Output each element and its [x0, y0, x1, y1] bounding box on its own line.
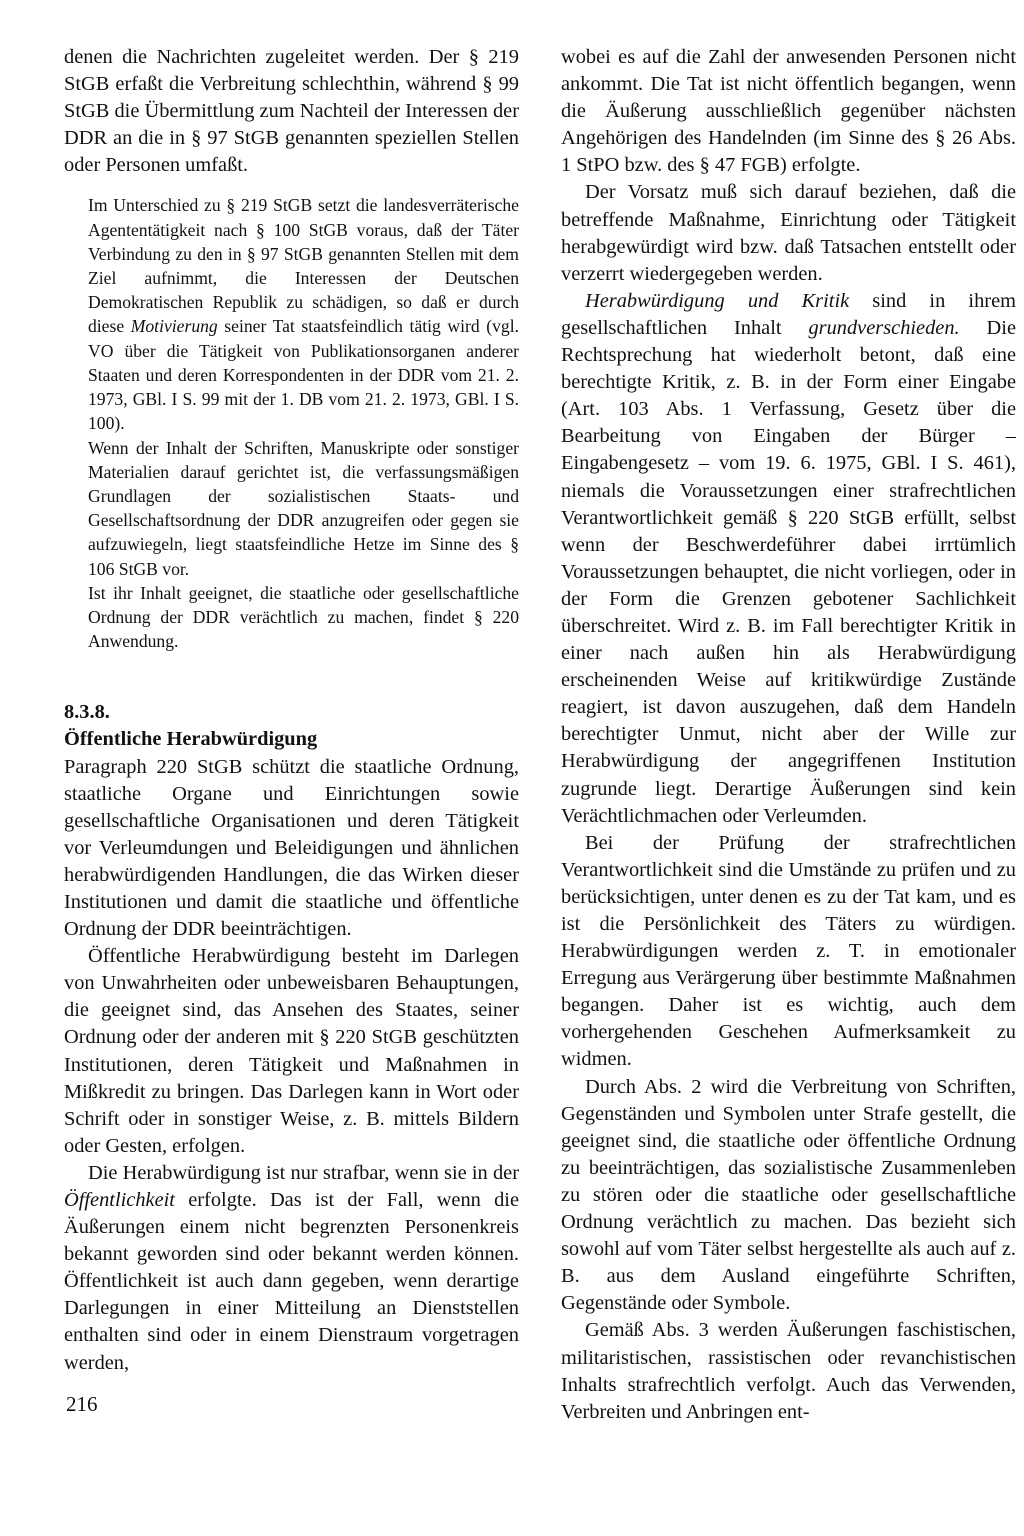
paragraph-text: erfolgte. Das ist der Fall, wenn die Äußerungen einem nicht begrenzten Personenkreis bekannt geworden sind oder bekannt werden können. Öffentlichkeit ist auch dann gegeben, wenn derartige Darlegungen in einer Mitteilung an Dienststellen enthalten sind oder in einem Dienstraum vorgetragen werden,	[64, 1189, 519, 1374]
paragraph: Gemäß Abs. 3 werden Äußerungen faschistischen, militaristischen, rassistischen oder revanchistischen Inhalts strafrechtlich verfolgt. Auch das Verwenden, Verbreiten und Anbringen ent-	[561, 1319, 1016, 1423]
paragraph-text: sind in ihrem gesellschaftlichen Inhalt	[561, 289, 1016, 339]
paragraph-emphasis: Herabwürdigung und Kritik	[585, 289, 850, 312]
paragraph-text: Die Herabwürdigung ist nur strafbar, wenn sie in der	[88, 1161, 519, 1184]
left-column	[64, 44, 519, 1377]
note-paragraph-2: Wenn der Inhalt der Schriften, Manuskripte oder sonstiger Materialien darauf gerichtet ist, die verfassungsmäßigen Grundlagen der sozialistischen Staats- und Gesellschaftsordnung der DDR anzugreifen oder gegen sie aufzuwiegeln, liegt staatsfeindliche Hetze im Sinne des § 106 StGB vor.	[88, 437, 519, 579]
paragraph: Der Vorsatz muß sich darauf beziehen, daß die betreffende Maßnahme, Einrichtung oder Tätigkeit herabgewürdigt wird bzw. daß Tatsachen entstellt oder verzerrt wiedergegeben werden.	[561, 181, 1016, 285]
section-number: 8.3.8.	[64, 701, 110, 724]
section-heading	[64, 699, 519, 753]
note-emphasis: Motivierung	[130, 316, 218, 337]
section-title: Öffentliche Herabwürdigung	[64, 728, 318, 751]
note-paragraph-1	[88, 193, 519, 435]
paragraph: Öffentliche Herabwürdigung besteht im Darlegen von Unwahrheiten oder unbeweisbaren Behauptungen, die geeignet sind, das Ansehen des Staates, seiner Ordnung oder der anderen mit § 220 StGB geschützten Institutionen, deren Tätigkeit und Maßnahmen in Mißkredit zu bringen. Das Darlegen kann in Wort oder Schrift oder in sonstiger Weise, z. B. mittels Bildern oder Gesten, erfolgen.	[64, 945, 519, 1157]
paragraph: Paragraph 220 StGB schützt die staatliche Ordnung, staatliche Organe und Einrichtungen sowie gesellschaftliche Organisationen und deren Tätigkeit vor Verleumdungen und Beleidigungen und ähnlichen herabwürdigenden Handlungen, die das Wirken dieser Institutionen und damit die staatliche und öffentliche Ordnung der DDR beeinträchtigen.	[64, 755, 519, 941]
note-text: seiner Tat staatsfeindlich tätig wird (vgl. VO über die Tätigkeit von Publikationsorganen anderer Staaten und deren Korrespondenten in der DDR vom 21. 2. 1973, GBl. I S. 99 mit der 1. DB vom 21. 2. 1973, GBl. I S. 100).	[88, 316, 519, 434]
page-number: 216	[66, 1392, 98, 1416]
paragraph-continuation: denen die Nachrichten zugeleitet werden. Der § 219 StGB erfaßt die Verbreitung schlechthin, während § 99 StGB die Übermittlung zum Nachteil der Interessen der DDR an die in § 97 StGB genannten speziellen Stellen oder Personen umfaßt.	[64, 46, 519, 177]
small-print-note	[64, 193, 519, 653]
paragraph	[64, 1160, 519, 1377]
note-text: Im Unterschied zu § 219 StGB setzt die landesverräterische Agententätigkeit nach § 100 StGB voraus, daß der Täter Verbindung zu den in § 97 StGB genannten Stellen mit dem Ziel aufnimmt, die Interessen der Deutschen Demokratischen Republik zu schädigen, so daß er durch diese	[88, 195, 519, 337]
paragraph-continuation: wobei es auf die Zahl der anwesenden Personen nicht ankommt. Die Tat ist nicht öffentlich begangen, wenn die Äußerung ausschließlich gegenüber nächsten Angehörigen des Handelnden (im Sinne des § 26 Abs. 1 StPO bzw. des § 47 FGB) erfolgte.	[561, 46, 1016, 177]
paragraph-emphasis: grundverschieden.	[808, 316, 960, 339]
paragraph: Durch Abs. 2 wird die Verbreitung von Schriften, Gegenständen und Symbolen unter Strafe gestellt, die geeignet sind, die staatliche oder öffentliche Ordnung zu beeinträchtigen, das sozialistische Zusammenleben zu stören oder die staatliche oder gesellschaftliche Ordnung verächtlich zu machen. Das bezieht sich sowohl auf vom Täter selbst hergestellte als auch auf z. B. aus dem Ausland eingeführte Schriften, Gegenstände oder Symbole.	[561, 1075, 1016, 1315]
paragraph-text: Die Rechtsprechung hat wiederholt betont, daß eine berechtigte Kritik, z. B. in der Form einer Eingabe (Art. 103 Abs. 1 Verfassung, Gesetz über die Bearbeitung von Eingaben der Bürger – Eingabengesetz – vom 19. 6. 1975, GBl. I S. 461), niemals die Voraussetzungen einer strafrechtlichen Verantwortlichkeit gemäß § 220 StGB erfüllt, selbst wenn der Beschwerdeführer dabei irrtümlich Voraussetzungen behauptet, die nicht vorliegen, oder in der Form die Grenzen gebotener Sachlichkeit überschreitet. Wird z. B. im Fall berechtigter Kritik in einer nach außen hin als Herabwürdigung erscheinenden Weise auf kritikwürdige Zustände reagiert, ist davon auszugehen, daß dem Handeln berechtigter Unmut, nicht aber der Wille zur Herabwürdigung der angegriffenen Institution zugrunde liegt. Derartige Äußerungen sind kein Verächtlichmachen oder Verleumden.	[561, 316, 1016, 827]
note-paragraph-3: Ist ihr Inhalt geeignet, die staatliche oder gesellschaftliche Ordnung der DDR verächtlich zu machen, findet § 220 Anwendung.	[88, 582, 519, 652]
paragraph: Bei der Prüfung der strafrechtlichen Verantwortlichkeit sind die Umstände zu prüfen und zu berücksichtigen, unter denen es zu der Tat kam, und es ist die Persönlichkeit des Täters zu würdigen. Herabwürdigungen werden z. T. in emotionaler Erregung aus Verärgerung über bestimmte Maßnahmen begangen. Daher ist es wichtig, auch dem vorhergehenden Geschehen Aufmerksamkeit zu widmen.	[561, 831, 1016, 1071]
right-column	[561, 44, 1016, 1426]
paragraph-emphasis: Öffentlichkeit	[64, 1189, 175, 1212]
paragraph	[561, 288, 1016, 830]
